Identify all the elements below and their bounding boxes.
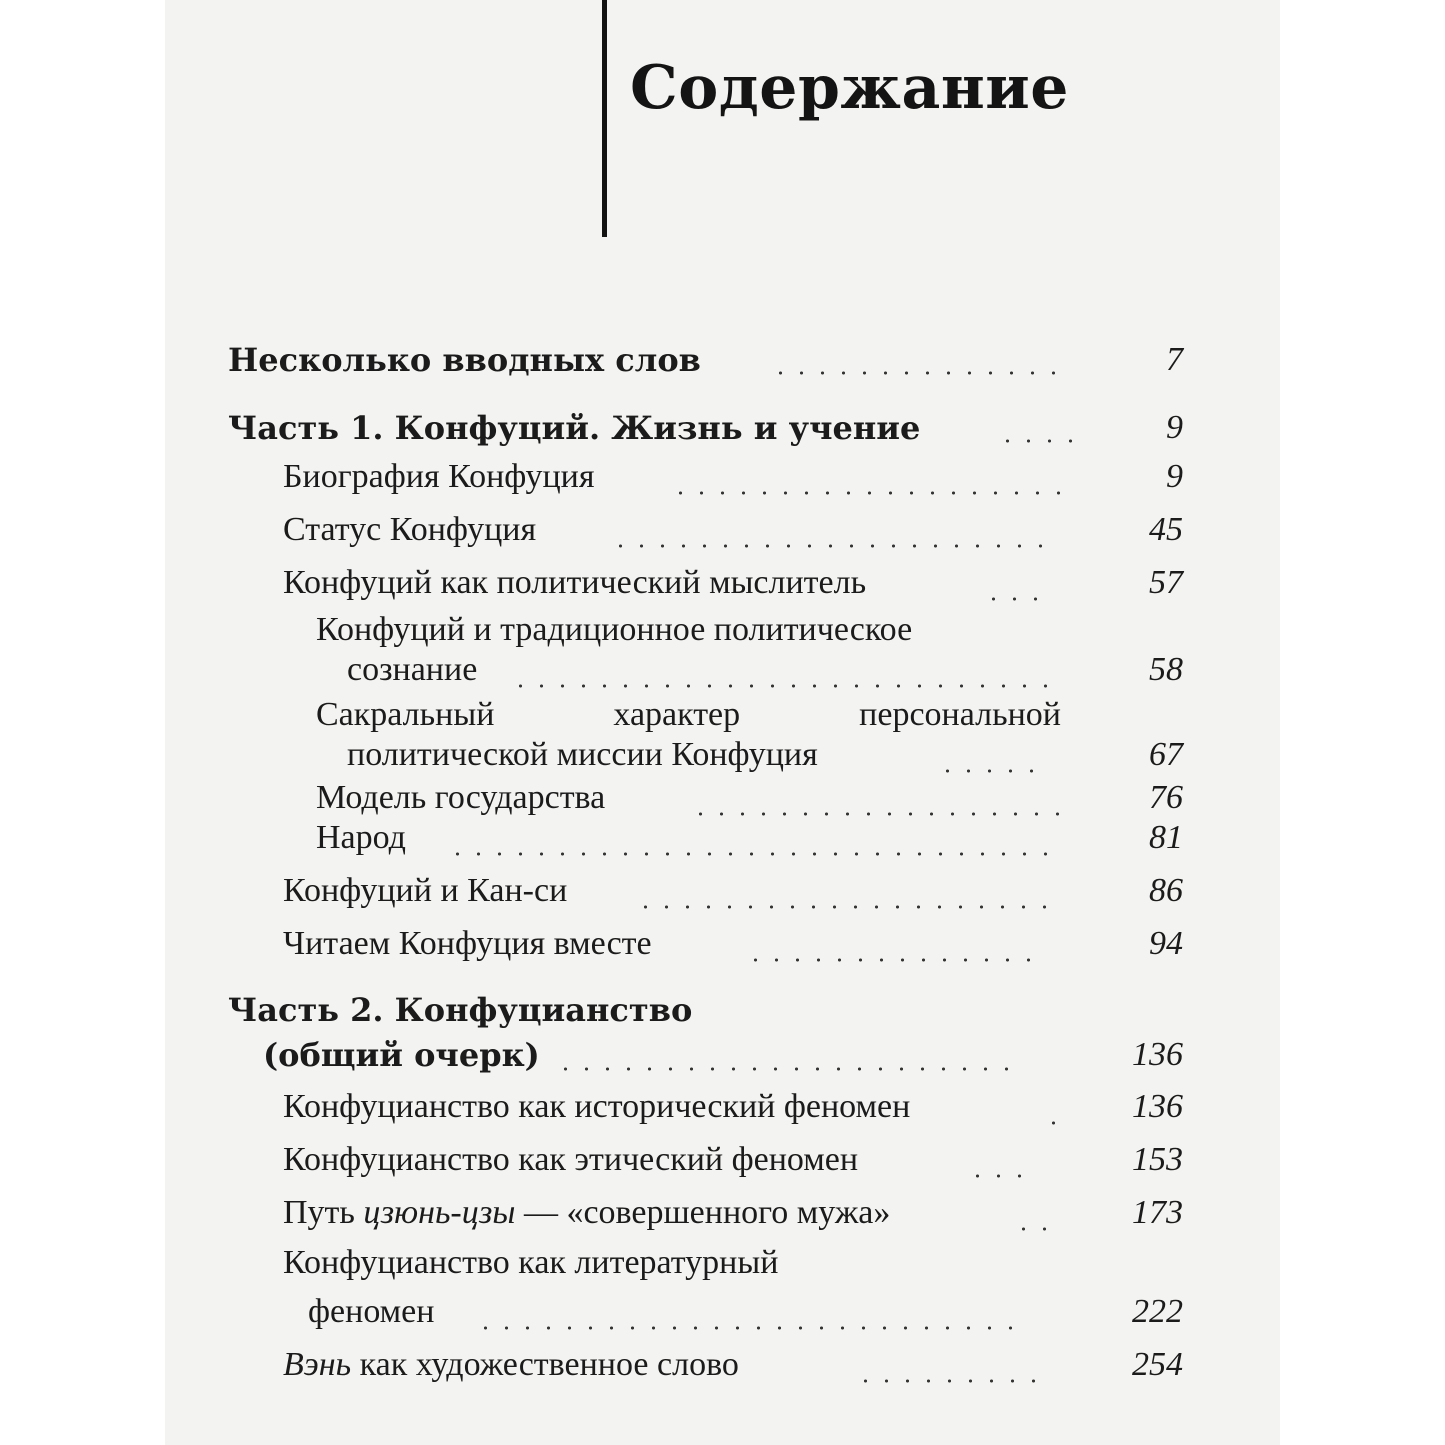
dot-leader xyxy=(997,439,1077,443)
toc-entry-label-line1: Конфуций и традиционное политическое xyxy=(316,611,913,648)
label-word: Сакральный xyxy=(316,696,495,733)
dot-leader xyxy=(1013,1227,1063,1231)
toc-page-number: 76 xyxy=(1149,779,1183,816)
toc-entry-label: Модель государства xyxy=(316,779,606,816)
toc-page-number: 254 xyxy=(1132,1346,1183,1383)
toc-entry-label xyxy=(283,1193,890,1233)
toc-entry-label: Статус Конфуция xyxy=(283,511,537,548)
dot-leader xyxy=(1043,1121,1073,1125)
label-italic-term: цзюнь-цзы xyxy=(363,1194,516,1231)
toc-entry-label: Читаем Конфуция вместе xyxy=(283,925,652,962)
toc-page-number: 136 xyxy=(1132,1088,1183,1125)
toc-page-number: 45 xyxy=(1149,511,1183,548)
toc-page-number: 58 xyxy=(1149,651,1183,688)
dot-leader xyxy=(670,491,1070,495)
label-word: характер xyxy=(613,696,741,733)
toc-entry-label-line1: Часть 2. Конфуцианство xyxy=(228,991,693,1029)
dot-leader xyxy=(555,1067,1015,1071)
toc-entry-label xyxy=(283,1345,739,1385)
toc-entry-label: Народ xyxy=(316,819,406,856)
toc-page-number: 173 xyxy=(1132,1194,1183,1231)
toc-page-number: 67 xyxy=(1149,736,1183,773)
toc-entry-label-line2: политической миссии Конфуция xyxy=(347,736,818,773)
toc-page-number: 57 xyxy=(1149,564,1183,601)
table-of-contents xyxy=(165,0,1280,1445)
toc-entry-label: Биография Конфуция xyxy=(283,458,595,495)
toc-page-number: 222 xyxy=(1132,1293,1183,1330)
label-suffix: — «совершенного мужа» xyxy=(515,1194,891,1231)
toc-page-number: 136 xyxy=(1132,1036,1183,1073)
dot-leader xyxy=(475,1326,1030,1330)
toc-entry-label-line1 xyxy=(316,695,1061,735)
dot-leader xyxy=(983,597,1043,601)
toc-entry-label: Часть 1. Конфуций. Жизнь и учение xyxy=(228,409,921,447)
dot-leader xyxy=(510,684,1060,688)
label-italic-term: Вэнь xyxy=(283,1346,352,1383)
toc-entry-label: Конфуций и Кан-си xyxy=(283,872,568,909)
toc-entry-label-line2: (общий очерк) xyxy=(263,1036,540,1074)
toc-page-number: 153 xyxy=(1132,1141,1183,1178)
toc-page-number: 7 xyxy=(1166,341,1183,378)
dot-leader xyxy=(690,812,1060,816)
dot-leader xyxy=(967,1174,1027,1178)
toc-page-number: 9 xyxy=(1166,458,1183,495)
page-title: Содержание xyxy=(630,53,1069,123)
toc-page-number: 9 xyxy=(1166,409,1183,446)
toc-entry-label: Конфуцианство как исторический феномен xyxy=(283,1088,911,1125)
label-suffix: как художественное слово xyxy=(351,1346,739,1383)
dot-leader xyxy=(447,852,1047,856)
toc-entry-label: Конфуцианство как этический феномен xyxy=(283,1141,859,1178)
label-word: персональной xyxy=(859,696,1061,733)
toc-page-number: 86 xyxy=(1149,872,1183,909)
toc-entry-label-line2: феномен xyxy=(308,1293,435,1330)
dot-leader xyxy=(745,958,1045,962)
toc-entry-label: Несколько вводных слов xyxy=(228,341,701,379)
book-page xyxy=(165,0,1280,1445)
dot-leader xyxy=(610,544,1050,548)
dot-leader xyxy=(635,905,1055,909)
dot-leader xyxy=(937,769,1047,773)
dot-leader xyxy=(770,371,1060,375)
toc-entry-label-line1: Конфуцианство как литературный xyxy=(283,1244,779,1281)
toc-entry-label-line2: сознание xyxy=(347,651,478,688)
toc-entry-label: Конфуций как политический мыслитель xyxy=(283,564,867,601)
toc-page-number: 81 xyxy=(1149,819,1183,856)
toc-page-number: 94 xyxy=(1149,925,1183,962)
label-prefix: Путь xyxy=(283,1194,364,1231)
dot-leader xyxy=(855,1379,1045,1383)
